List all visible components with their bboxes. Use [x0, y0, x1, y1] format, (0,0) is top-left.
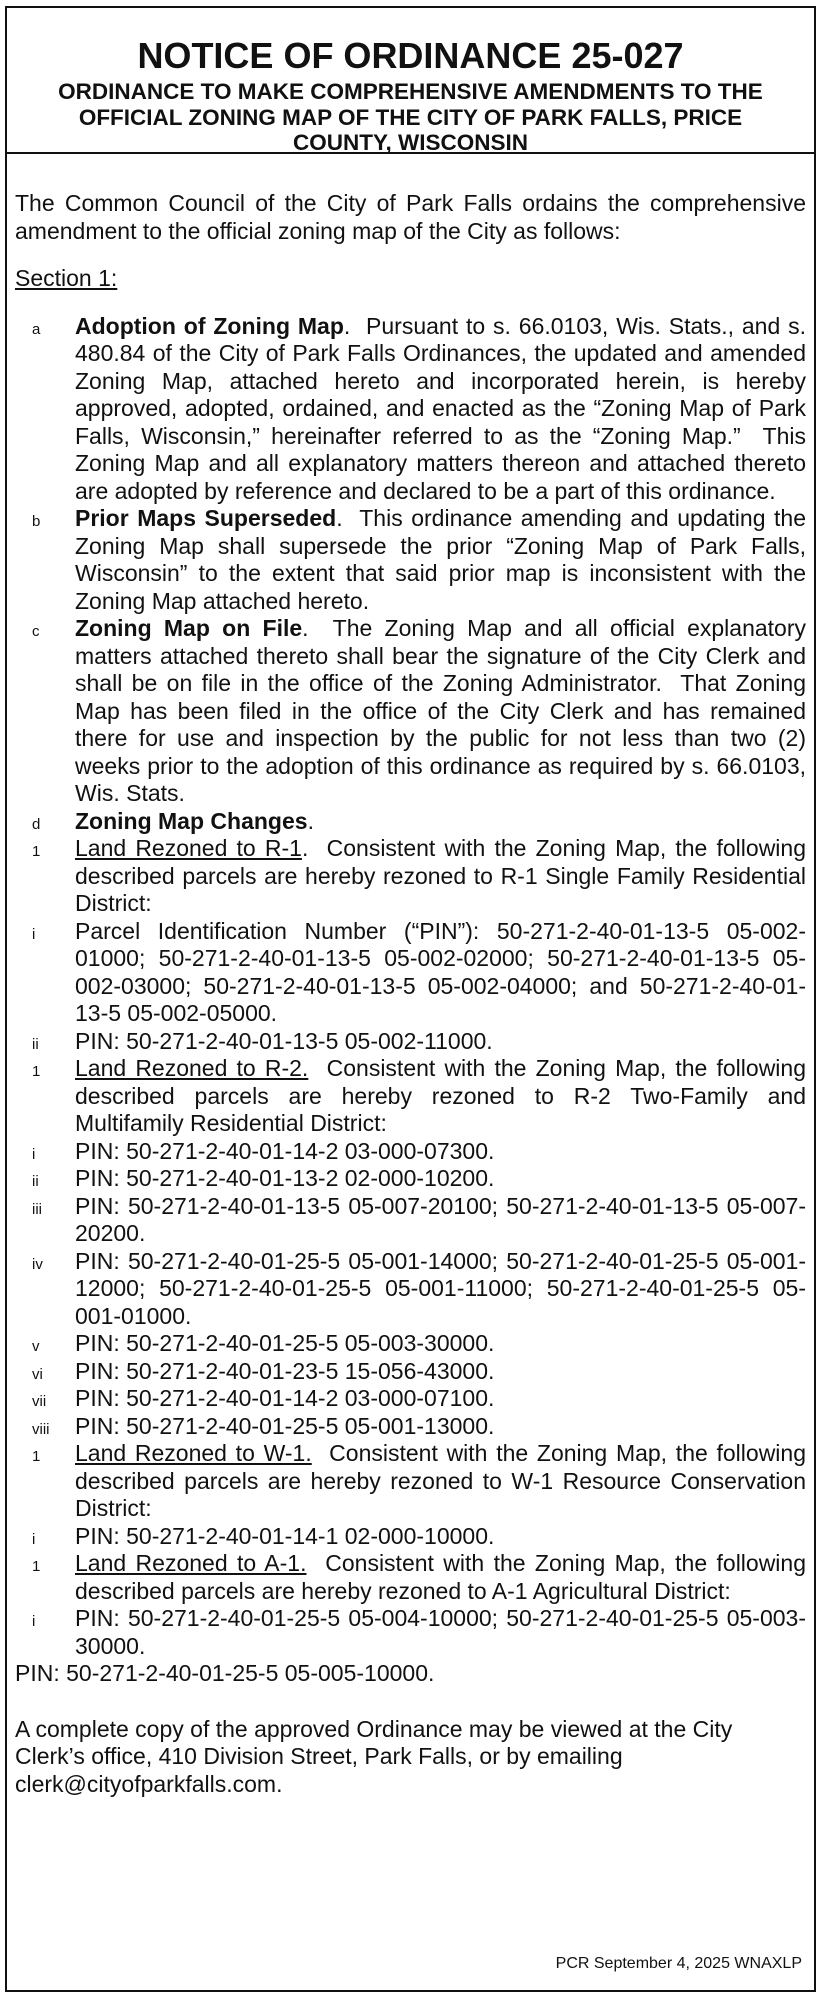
item-lead: Prior Maps Superseded [75, 505, 337, 531]
list-item [15, 1523, 806, 1551]
list-item [15, 918, 806, 1028]
item-text-block [75, 918, 806, 1028]
list-item [15, 1605, 806, 1660]
item-text-block [75, 1248, 806, 1331]
item-marker: d [32, 815, 41, 833]
item-text: PIN: 50-271-2-40-01-14-1 02-000-10000. [75, 1522, 495, 1549]
item-text: . This ordinance amending and updating the Zoning Map shall supersede the prior “Zoning Map of Park Falls, Wisconsin” to the extent that said prior map is inconsistent with the Zoning Map attached hereto. [75, 505, 813, 614]
item-marker: viii [32, 1420, 50, 1438]
item-marker: v [32, 1338, 40, 1355]
list-item [15, 1550, 813, 1605]
item-text: . The Zoning Map and all official explanatory matters attached thereto shall bear the signature of the City Clerk and shall be on file in the office of the Zoning Administrator. That Zoning Map has been filed in the office of the City Clerk and has remained there for use and inspection by the public for not less than two (2) weeks prior to the adoption of this ordinance as required by s. 66.0103, Wis. Stats. [75, 615, 813, 806]
item-marker: i [32, 925, 36, 943]
section-heading: Section 1: [15, 265, 118, 291]
item-text: . Consistent with the Zoning Map, the following described parcels are hereby rezoned to R-1 Single Family Residential District: [75, 835, 813, 916]
ordinance-notice [5, 6, 816, 1992]
intro-paragraph: The Common Council of the City of Park Falls ordains the comprehensive amendment to the official zoning map of the City as follows: [15, 190, 806, 244]
item-text: Consistent with the Zoning Map, the following described parcels are hereby rezoned to R-2 Two-Family and Multifamily Residential District: [75, 1055, 813, 1136]
list-item [15, 1440, 813, 1523]
list-item [15, 1330, 806, 1358]
item-text: Consistent with the Zoning Map, the following described parcels are hereby rezoned to W-1 Resource Conservation District: [75, 1440, 813, 1521]
item-text-block [75, 312, 813, 506]
item-marker: 1 [32, 1448, 41, 1465]
item-marker: 1 [32, 1063, 41, 1080]
notice-title: NOTICE OF ORDINANCE 25-027 [137, 35, 684, 76]
item-marker: iv [32, 1255, 43, 1273]
item-marker: 1 [32, 1558, 41, 1575]
list-item [15, 808, 806, 836]
item-text: PIN: 50-271-2-40-01-14-2 03-000-07100. [75, 1385, 495, 1411]
notice-header [7, 8, 814, 154]
item-text-block [75, 615, 813, 808]
item-text: PIN: 50-271-2-40-01-14-2 03-000-07300. [75, 1137, 495, 1164]
item-marker: i [32, 1613, 36, 1630]
trailing-pin-line: PIN: 50-271-2-40-01-25-5 05-005-10000. [15, 1660, 435, 1686]
item-lead: Zoning Map on File [75, 615, 303, 641]
item-text-block [75, 1550, 813, 1605]
item-text-block [75, 1165, 806, 1193]
list-item [15, 1385, 806, 1413]
item-text-block [75, 1358, 806, 1386]
item-text: PIN: 50-271-2-40-01-13-2 02-000-10200. [75, 1165, 495, 1191]
list-item [15, 835, 813, 918]
list-item [15, 1248, 806, 1331]
list-item [15, 1193, 806, 1248]
item-text-block [75, 1523, 806, 1551]
list-item [15, 1138, 806, 1166]
list-item [15, 312, 813, 506]
section-items [15, 312, 813, 1661]
item-marker: a [32, 320, 41, 338]
item-marker: ii [32, 1173, 39, 1190]
item-marker: vi [32, 1365, 43, 1383]
item-text: . [307, 807, 314, 834]
item-text: Parcel Identification Number (“PIN”): 50-271-2-40-01-13-5 05-002-01000; 50-271-2-40-01-13-5 05-002-02000; 50-271-2-40-01-13-5 05-002-03000; 50-271-2-40-01-13-5 05-002-04000; and 50-271-2-40-01-13-5 05-002-05000. [75, 917, 806, 1026]
item-text-block [75, 1138, 806, 1166]
item-text-block [75, 505, 813, 615]
item-text: PIN: 50-271-2-40-01-13-5 05-007-20100; 50-271-2-40-01-13-5 05-007-20200. [75, 1192, 806, 1246]
item-marker: ii [32, 1035, 39, 1053]
item-text: PIN: 50-271-2-40-01-13-5 05-002-11000. [75, 1027, 493, 1054]
list-item [15, 1165, 806, 1193]
item-lead: Land Rezoned to A-1. [75, 1550, 307, 1576]
item-text: PIN: 50-271-2-40-01-23-5 15-056-43000. [75, 1357, 495, 1384]
list-item [15, 1413, 806, 1441]
item-marker: c [32, 623, 40, 640]
item-text: PIN: 50-271-2-40-01-25-5 05-004-10000; 50-271-2-40-01-25-5 05-003-30000. [75, 1605, 806, 1659]
item-text-block [75, 1385, 806, 1413]
item-text: PIN: 50-271-2-40-01-25-5 05-001-14000; 50-271-2-40-01-25-5 05-001-12000; 50-271-2-40-01-25-5 05-001-11000; 50-271-2-40-01-25-5 05-001-01000. [75, 1247, 806, 1329]
item-text-block [75, 1330, 806, 1358]
item-text-block [75, 1028, 806, 1056]
list-item [15, 1028, 806, 1056]
item-text-block [75, 1193, 806, 1248]
item-text-block [75, 1055, 813, 1138]
list-item [15, 1358, 806, 1386]
item-lead: Land Rezoned to R-2. [75, 1055, 309, 1081]
list-item [15, 505, 813, 615]
item-marker: i [32, 1530, 36, 1548]
item-lead: Land Rezoned to R-1 [75, 835, 302, 861]
item-lead: Zoning Map Changes [75, 807, 308, 834]
item-text: . Pursuant to s. 66.0103, Wis. Stats., and s. 480.84 of the City of Park Falls Ordinances, the updated and amended Zoning Map, attached hereto and incorporated herein, is hereby approved, adopted, ordained, and enacted as the “Zoning Map of Park Falls, Wisconsin,” hereinafter referred to as the “Zoning Map.” This Zoning Map and all explanatory matters thereon and attached thereto are adopted by reference and declared to be a part of this ordinance. [75, 312, 813, 504]
item-marker: iii [32, 1200, 42, 1218]
item-text: PIN: 50-271-2-40-01-25-5 05-003-30000. [75, 1330, 495, 1356]
item-text-block [75, 1605, 806, 1660]
item-lead: Adoption of Zoning Map [75, 312, 344, 339]
item-marker: i [32, 1145, 36, 1163]
item-lead: Land Rezoned to W-1. [75, 1440, 312, 1466]
item-text-block [75, 1413, 806, 1441]
list-item [15, 1055, 813, 1138]
item-marker: 1 [32, 843, 41, 860]
notice-subtitle: ORDINANCE TO MAKE COMPREHENSIVE AMENDMENTS TO THE OFFICIAL ZONING MAP OF THE CITY OF PARK FALLS, PRICE COUNTY, WISCONSIN [58, 79, 763, 155]
item-text-block [75, 1440, 813, 1523]
item-marker: vii [32, 1393, 47, 1410]
list-item [15, 615, 813, 808]
item-text-block [75, 808, 806, 836]
item-text-block [75, 835, 813, 918]
notice-body [7, 190, 814, 1798]
publication-footer: PCR September 4, 2025 WNAXLP [555, 1955, 802, 1972]
item-text: PIN: 50-271-2-40-01-25-5 05-001-13000. [75, 1412, 495, 1439]
item-text: Consistent with the Zoning Map, the following described parcels are hereby rezoned to A-1 Agricultural District: [75, 1550, 813, 1604]
closing-paragraph: A complete copy of the approved Ordinance may be viewed at the City Clerk’s office, 410 Division Street, Park Falls, or by emailing clerk@cityofparkfalls.com. [15, 1715, 733, 1797]
item-marker: b [32, 513, 41, 530]
